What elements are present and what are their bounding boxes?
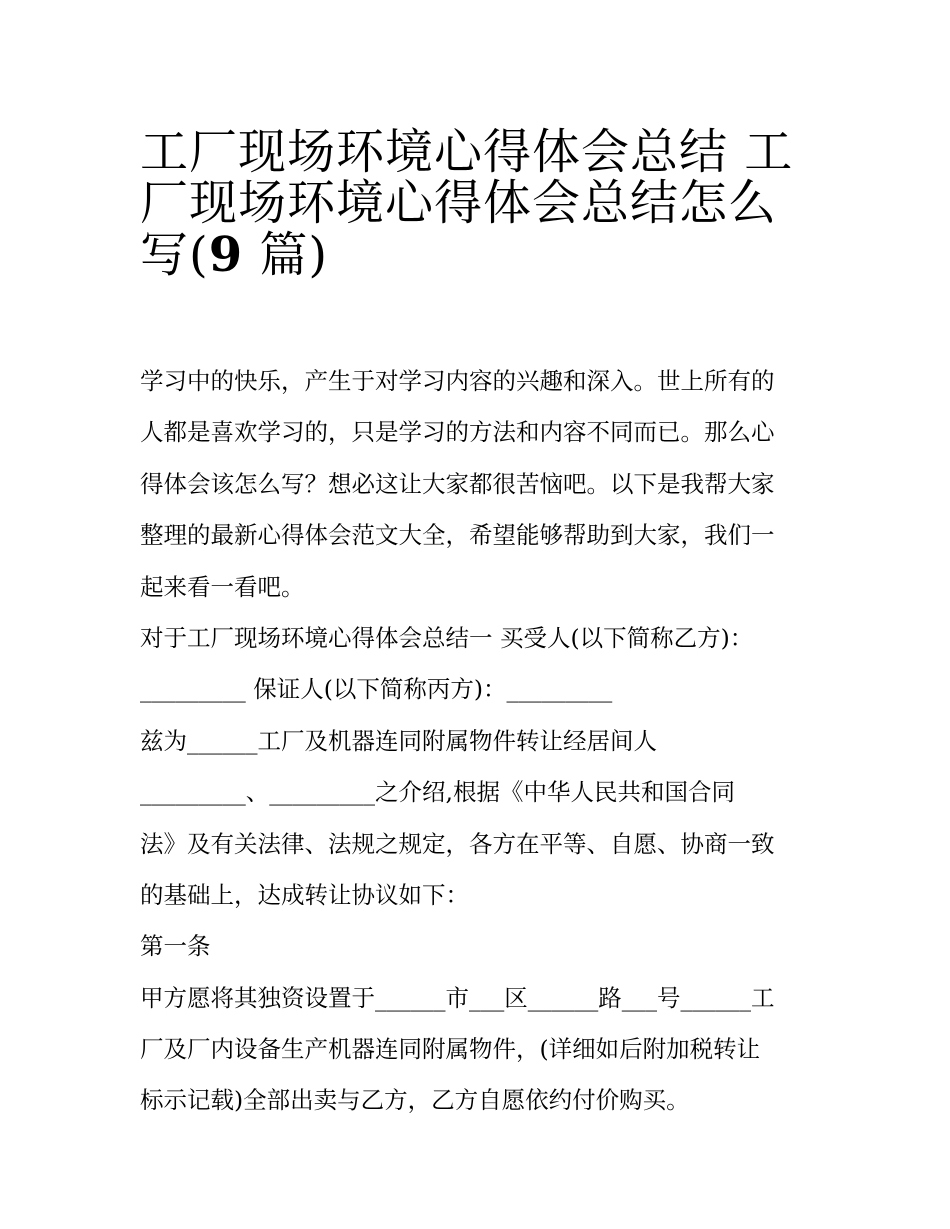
title-text: 写( <box>140 226 209 283</box>
body-line: 学习中的快乐，产生于对学习内容的兴趣和深入。世上所有的 <box>140 367 775 395</box>
document-body <box>140 356 830 1127</box>
section-heading: 第一条 <box>140 932 211 961</box>
body-line: 得体会该怎么写？想必这让大家都很苦恼吧。以下是我帮大家 <box>140 469 775 498</box>
body-line: 厂及厂内设备生产机器连同附属物件，(详细如后附加税转让 <box>140 1035 761 1064</box>
body-line: _________、_________之介绍,根据《中华人民共和国合同 <box>140 778 735 807</box>
body-line: 起来看一看吧。 <box>140 572 305 601</box>
body-line: 整理的最新心得体会范文大全，希望能够帮助到大家，我们一 <box>140 521 775 550</box>
body-line: _________ 保证人(以下简称丙方)：_________ <box>140 675 613 704</box>
title-text: 篇) <box>243 226 329 283</box>
body-line: 甲方愿将其独资设置于______市___区______路___号______工 <box>140 983 775 1012</box>
body-line: 对于工厂现场环境心得体会总结一 买受人(以下简称乙方)： <box>140 623 754 652</box>
title-line: 厂现场环境心得体会总结怎么 <box>140 175 778 232</box>
body-line: 的基础上，达成转让协议如下： <box>140 880 469 909</box>
body-line: 兹为______工厂及机器连同附属物件转让经居间人 <box>140 726 657 755</box>
body-line: 法》及有关法律、法规之规定，各方在平等、自愿、协商一致 <box>140 829 775 858</box>
body-line: 人都是喜欢学习的，只是学习的方法和内容不同而已。那么心 <box>140 418 775 447</box>
title-line: 工厂现场环境心得体会总结 工 <box>140 124 794 180</box>
document-title <box>140 114 820 283</box>
body-line: 标示记载)全部出卖与乙方，乙方自愿依约付价购买。 <box>140 1086 690 1115</box>
title-count: 9 <box>208 226 244 283</box>
